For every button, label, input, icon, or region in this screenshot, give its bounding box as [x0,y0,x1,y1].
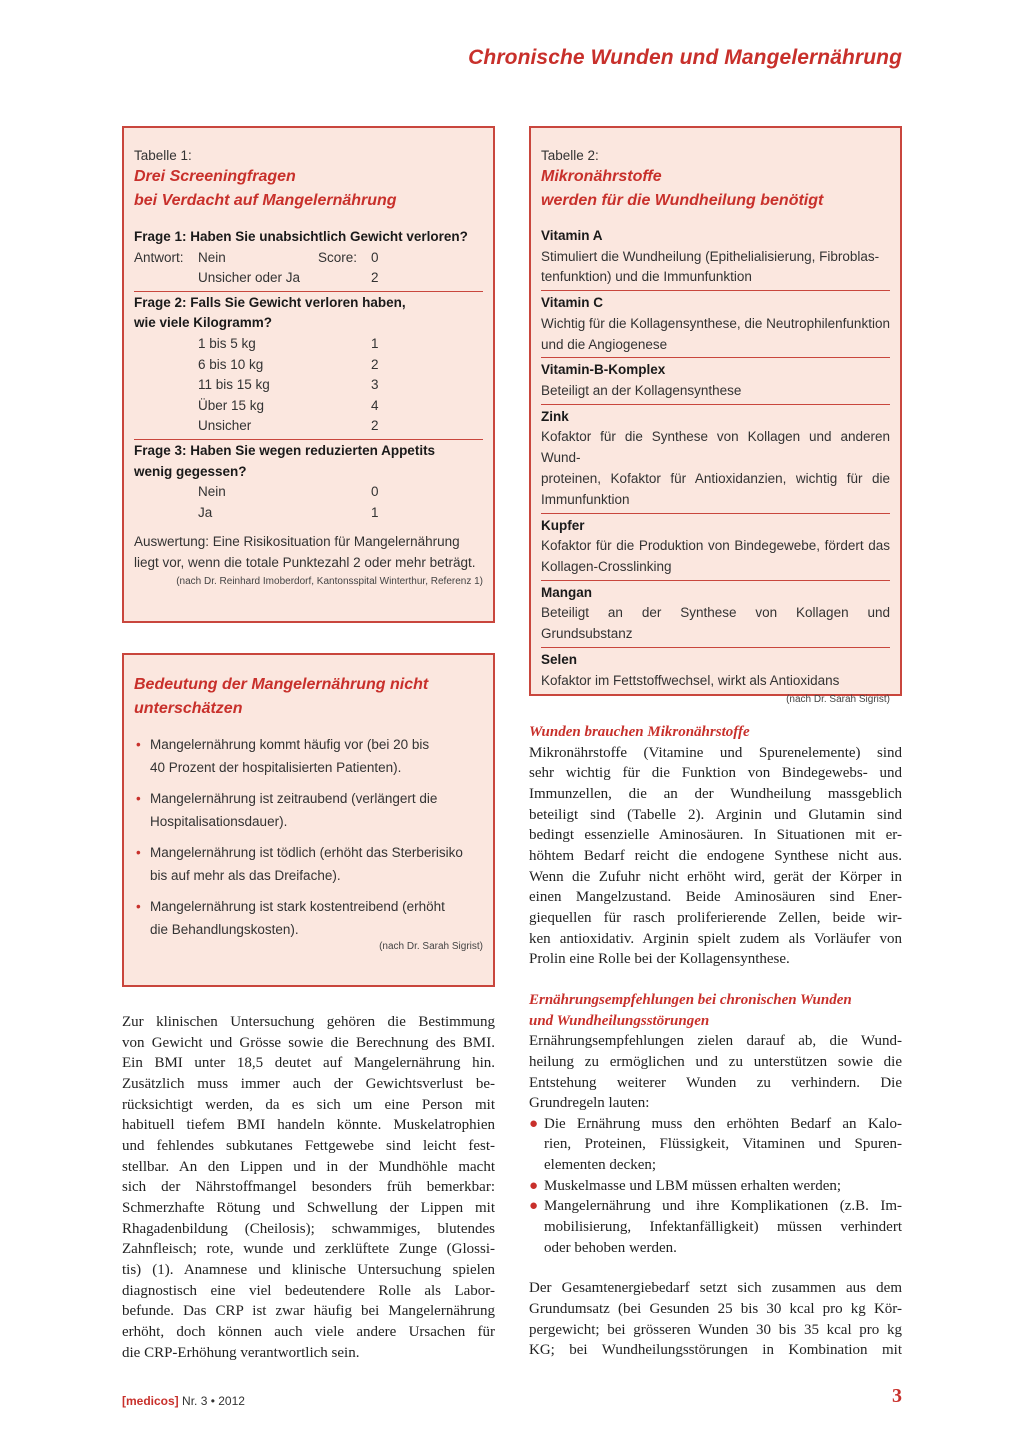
table2-title-line1: Mikronährstoffe [541,168,662,185]
table2-divider [541,357,890,358]
box3-source: (nach Dr. Sarah Sigrist) [379,941,483,952]
table1-answer-row: Antwort: Nein Score: 0 [134,249,379,265]
table1-source: (nach Dr. Reinhard Imoberdorf, Kantonsspital Winterthur, Referenz 1) [176,575,483,587]
box3-bullet-item: • Mangelernährung ist tödlich (erhöht das Sterberisiko bis auf mehr als das Dreifache). [134,841,483,887]
rule-list-item: ● Die Ernährung muss den erhöhten Bedarf an Kalo- rien, Proteinen, Flüssigkeit, Vitaminen und Spuren- elementen decken; [529,1115,902,1174]
table1-caption: Tabelle 1: [134,148,192,163]
table1-answer-row: Ja 1 [198,504,379,520]
table2-micronutrients-box [529,126,902,706]
section-heading-nutrition-recommendations: Ernährungsempfehlungen bei chronischen Wunden [529,991,852,1008]
red-bullet-icon: ● [529,1198,539,1215]
table1-divider [134,439,483,440]
table2-caption: Tabelle 2: [541,148,599,163]
table1-answer-row: 6 bis 10 kg 2 [198,356,379,372]
bullet-dot-icon: • [136,791,141,806]
table1-answer-row: 11 bis 15 kg 3 [198,377,379,393]
table1-title-line2: bei Verdacht auf Mangelernährung [134,192,397,209]
box3-title-line2: unterschätzen [134,700,243,717]
table2-divider [541,290,890,291]
table1-divider [134,291,483,292]
table1-evaluation-line2: liegt vor, wenn die totale Punktezahl 2 oder mehr beträgt. [134,554,476,570]
rule-list-item: ● Muskelmasse und LBM müssen erhalten werden; [529,1176,902,1197]
table1-answer-row: Nein 0 [198,484,379,500]
malnutrition-importance-box [122,653,495,987]
section-heading-micronutrients: Wunden brauchen Mikronährstoffe [529,724,750,740]
table2-item-vitamin-b: Vitamin-B-Komplex Beteiligt an der Kollagensynthese [541,362,742,398]
box3-bullet-item: • Mangelernährung kommt häufig vor (bei 20 bis 40 Prozent der hospitalisierten Patienten). [134,733,483,779]
table2-item-mangan: Mangan Beteiligt an der Synthese von Kollagen und Grundsubstanz [541,584,890,642]
table2-divider [541,404,890,405]
box3-bullet-item: • Mangelernährung ist stark kostentreibend (erhöht die Behandlungskosten). [134,895,483,941]
table2-divider [541,513,890,514]
left-body-text: Zur klinischen Untersuchung gehören die Bestimmung von Gewicht und Grösse sowie die Berechnung des BMI. Ein BMI unter 18,5 deutet auf Mangelernährung hin. Zusätzlich muss immer auch der Gewichtsverlust be- rücksichtigt werden, da es sich um eine Person mit habituell tiefem BMI handeln könnte. Muskelatrophien und fehlendes subkutanes Fettgewebe sind leicht fest- stellbar. An den Lippen und in der Mundhöhle macht sich der Nährstoffmangel besonders früh bemerkbar: Schmerzhafte Rötung und Schwellung der Lippen mit Rhagadenbildung (Cheilosis); schwammiges, blutendes Zahnfleisch; rote, wunde und zerklüftete Zunge (Glossi- tis) (1). Anamnese und klinische Untersuchung spielen diagnostisch eine viel bedeutendere Rolle als Labor- befunde. Das CRP ist zwar häufig bei Mangelernährung erhöht, doch können auch viele andere Ursachen für die CRP-Erhöhung verantwortlich sein. [122,1014,495,1361]
brand-logo: [medicos] [122,1394,179,1408]
page-number: 3 [892,1385,902,1407]
table1-answer-row: 1 bis 5 kg 1 [198,335,379,351]
table2-item-vitamin-c: Vitamin C Wichtig für die Kollagensynthese, die Neutrophilenfunktion und die Angiogenese [541,295,890,352]
table1-answer-row: Unsicher 2 [198,418,379,434]
rule-list-item: ● Mangelernährung und ihre Komplikationen (z.B. Im- mobilisierung, Infektanfälligkeit) müssen verhindert oder behoben werden. [529,1198,902,1256]
bullet-dot-icon: • [136,899,141,914]
table2-source: (nach Dr. Sarah Sigrist) [786,694,890,706]
right-body-text: Wunden brauchen Mikronährstoffe Mikronährstoffe (Vitamine und Spurenelemente) sind sehr wichtig für die Funktion von Bindegewebs- und Immunzellen, die an der Wundheilung massgeblich beteiligt sind (Tabelle 2). Arginin und Glutamin sind bedingt essenzielle Aminosäuren. In Situationen mit er- höhtem Bedarf reicht die endogene Synthese nicht aus. Wenn die Zufuhr nicht erhöht wird, gerät der Körper in einen Mangelzustand. Beide Aminosäuren sind Ener- giequellen für rasch proliferierende Zellen, beide wir- ken antioxidativ. Arginin spielt zudem als Vorläufer von Prolin eine Rolle bei der Kollagensynthese. Ernährungsempfehlungen bei chronischen Wunden und Wundheilungsstörungen Ernährungsempfehlungen zielen darauf ab, die Wund- heilung zu ermöglichen und zu unterstützen sowie die Entstehung weiterer Wunden zu verhindern. Die Grundregeln lauten: ● Die Ernährung muss den erhöhten Bedarf an Kalo- rien, Proteinen, Flüssigkeit, Vitaminen und Spuren- elementen decken; ● Muskelmasse und LBM müssen erhalten werden; ● Mangelernährung und ihre Komplikationen (z.B. Im- mobilisierung, Infektanfälligkeit) müssen verhindert oder behoben werden. Der Gesamtenergiebedarf setzt sich zusammen aus dem Grundumsatz (bei Gesunden 25 bis 30 kcal pro kg Kör- pergewicht; bei grösseren Wunden 30 bis 35 kcal pro kg KG; bei Wundheilungsstörungen in Kombination mit [529,724,902,1359]
issue-info: Nr. 3 • 2012 [182,1394,245,1408]
table1-question3-line2: wenig gegessen? [134,463,247,479]
table2-item-selen: Selen Kofaktor im Fettstoffwechsel, wirkt als Antioxidans [541,651,840,688]
footer-publication [122,1394,245,1408]
table1-question3-line1: Frage 3: Haben Sie wegen reduzierten Appetits [134,442,436,458]
table1-answer-row: Unsicher oder Ja 2 [198,270,379,286]
box3-title-line1: Bedeutung der Mangelernährung nicht [134,676,429,693]
table2-item-zink: Zink Kofaktor für die Synthese von Kollagen und anderen Wund- proteinen, Kofaktor für Antioxidanzien, wichtig für die Immunfunktion [541,408,890,507]
table1-screening-box [122,126,495,623]
table2-divider [541,647,890,648]
section-heading-nutrition-recommendations-line2: und Wundheilungsstörungen [529,1012,710,1029]
table1-question2-line2: wie viele Kilogramm? [134,315,273,331]
table1-question1: Frage 1: Haben Sie unabsichtlich Gewicht verloren? [134,229,468,244]
page-header-title: Chronische Wunden und Mangelernährung [468,46,902,69]
table2-item-kupfer: Kupfer Kofaktor für die Produktion von Bindegewebe, fördert das Kollagen-Crosslinking [541,517,890,574]
table1-evaluation-line1: Auswertung: Eine Risikosituation für Mangelernährung [134,534,460,550]
red-bullet-icon: ● [529,1177,539,1194]
red-bullet-icon: ● [529,1115,539,1132]
table2-divider [541,580,890,581]
table1-title-line1: Drei Screeningfragen [134,168,296,185]
table2-item-vitamin-a: Vitamin A Stimuliert die Wundheilung (Epithelialisierung, Fibroblas- tenfunktion) und die Immunfunktion [541,228,880,285]
table1-question2-line1: Frage 2: Falls Sie Gewicht verloren haben, [134,294,406,310]
bullet-dot-icon: • [136,737,141,752]
table1-answer-row: Über 15 kg 4 [198,397,379,413]
bullet-dot-icon: • [136,845,141,860]
box3-bullet-item: • Mangelernährung ist zeitraubend (verlängert die Hospitalisationsdauer). [134,787,483,833]
table2-title-line2: werden für die Wundheilung benötigt [541,192,824,209]
